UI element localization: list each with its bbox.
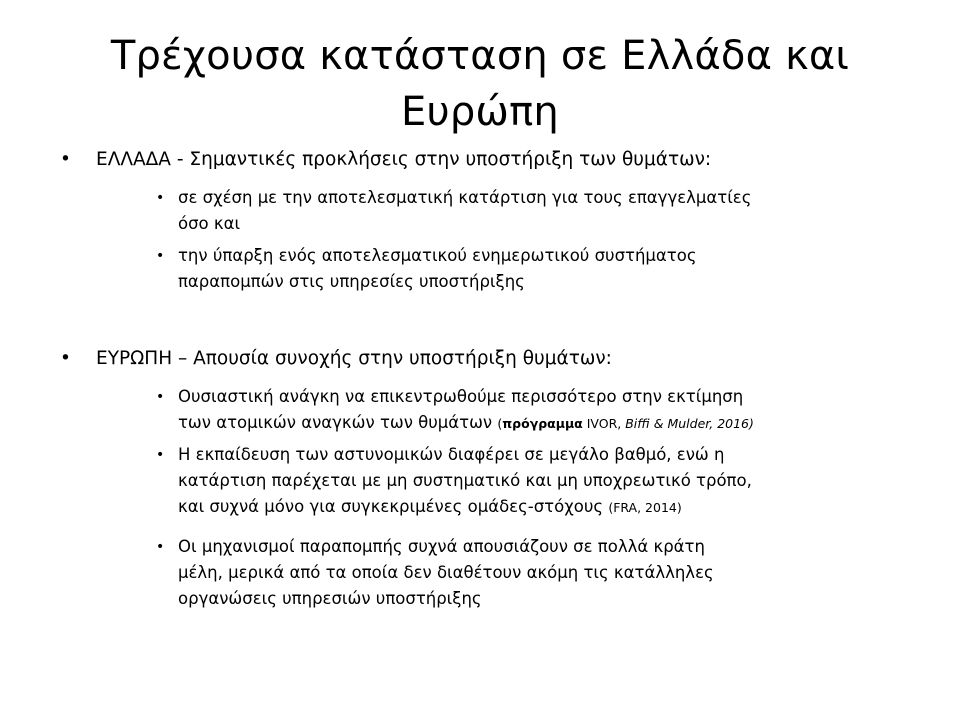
bullet-icon: •: [60, 149, 71, 170]
item-line: Ουσιαστική ανάγκη να επικεντρωθούμε περισσότερο στην εκτίμηση: [178, 387, 744, 406]
bullet-icon: •: [156, 389, 165, 405]
section-greece-heading: [60, 147, 916, 173]
item-line: Οι μηχανισμοί παραπομπής συχνά απουσιάζουν σε πολλά κράτη: [178, 537, 705, 556]
citation-program: πρόγραμμα: [502, 416, 583, 431]
bullet-icon: •: [156, 248, 165, 264]
europe-item-referral-mechanisms: [156, 534, 908, 612]
item-line: παραπομπών στις υπηρεσίες υποστήριξης: [178, 272, 525, 291]
europe-item-needs-assessment: [156, 384, 908, 437]
bullet-icon: •: [156, 447, 165, 463]
citation-ivor: [497, 416, 754, 431]
item-line: Η εκπαίδευση των αστυνομικών διαφέρει σε μεγάλο βαθμό, ενώ η: [178, 445, 725, 464]
item-line: των ατομικών αναγκών των θυμάτων: [178, 413, 493, 432]
citation-open: (: [497, 416, 503, 431]
europe-item-police-training: [156, 442, 908, 521]
section-heading-text: ΕΛΛΑΔΑ - Σημαντικές προκλήσεις στην υποστήριξη των θυμάτων:: [96, 149, 712, 170]
item-line: κατάρτιση παρέχεται με μη συστηματικό και μη υποχρεωτικό τρόπο,: [178, 471, 752, 490]
section-europe-heading: [60, 346, 916, 372]
greece-item-training: [156, 185, 908, 237]
bullet-icon: •: [156, 190, 165, 206]
item-line: την ύπαρξη ενός αποτελεσματικού ενημερωτικού συστήματος: [178, 246, 697, 265]
item-line: σε σχέση με την αποτελεσματική κατάρτιση για τους επαγγελματίες: [178, 188, 752, 207]
item-line: όσο και: [178, 214, 241, 233]
bullet-icon: •: [156, 539, 165, 555]
citation-fra: (FRA, 2014): [608, 500, 682, 515]
item-line: οργανώσεις υπηρεσιών υποστήριξης: [178, 589, 482, 608]
bullet-icon: •: [60, 348, 71, 369]
item-line: μέλη, μερικά από τα οποία δεν διαθέτουν ακόμη τις κατάλληλες: [178, 563, 714, 582]
slide-title-line-2: Ευρώπη: [401, 89, 559, 135]
citation-authors: Biffi & Mulder, 2016): [625, 416, 754, 431]
section-heading-text: ΕΥΡΩΠΗ – Απουσία συνοχής στην υποστήριξη θυμάτων:: [96, 348, 612, 369]
item-line: και συχνά μόνο για συγκεκριμένες ομάδες-στόχους: [178, 497, 604, 516]
greece-item-referral-system: [156, 243, 908, 295]
slide-title-line-1: Τρέχουσα κατάσταση σε Ελλάδα και: [110, 33, 850, 79]
citation-ivor-name: IVOR,: [582, 416, 626, 431]
